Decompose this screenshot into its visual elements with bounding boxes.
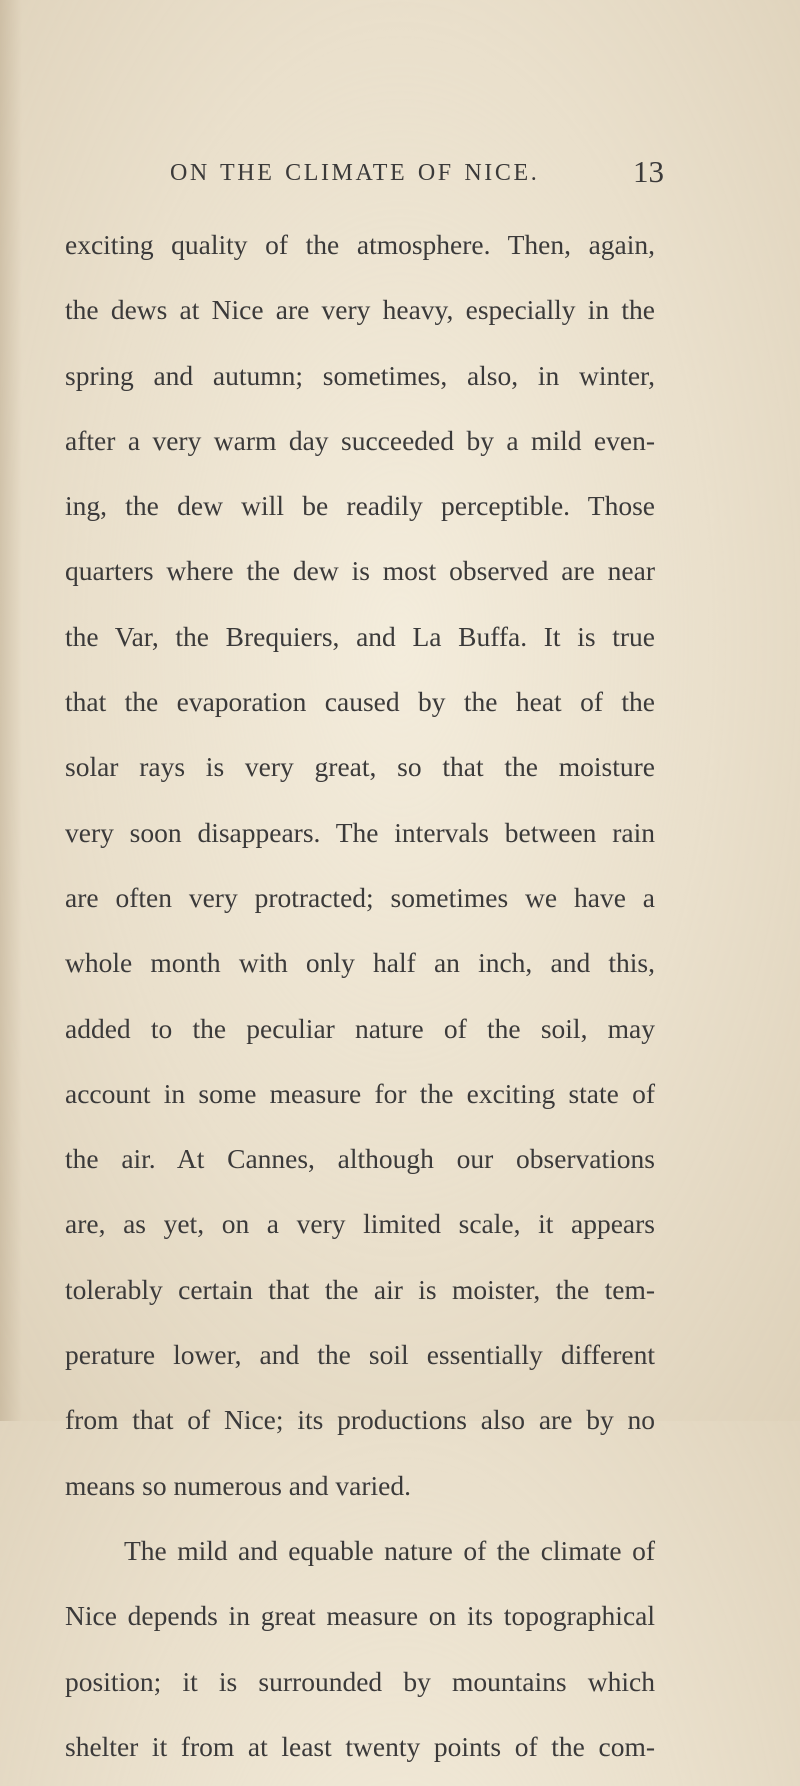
- text-line: quarters where the dew is most observed are near: [65, 555, 655, 587]
- text-line: Nice depends in great measure on its topographical: [65, 1600, 655, 1632]
- text-line: are, as yet, on a very limited scale, it appears: [65, 1208, 655, 1240]
- text-line: shelter it from at least twenty points of the com-: [65, 1730, 655, 1762]
- paragraph-end-line: means so numerous and varied.: [65, 1469, 411, 1501]
- text-line: from that of Nice; its productions also are by no: [65, 1404, 655, 1436]
- text-line: the Var, the Brequiers, and La Buffa. It is true: [65, 620, 655, 652]
- text-line: that the evaporation caused by the heat of the: [65, 686, 655, 718]
- text-line: spring and autumn; sometimes, also, in winter,: [65, 359, 655, 391]
- text-line: perature lower, and the soil essentially different: [65, 1339, 655, 1371]
- text-line: position; it is surrounded by mountains which: [65, 1665, 655, 1697]
- text-line: whole month with only half an inch, and this,: [65, 947, 655, 979]
- text-line: exciting quality of the atmosphere. Then, again,: [65, 229, 655, 260]
- text-line: after a very warm day succeeded by a mild even-: [65, 424, 655, 456]
- running-head: [170, 154, 664, 194]
- text-line: tolerably certain that the air is moister, the tem-: [65, 1273, 655, 1305]
- text-line: are often very protracted; sometimes we have a: [65, 881, 655, 913]
- running-title: ON THE CLIMATE OF NICE.: [170, 160, 540, 186]
- paragraph-start-line: The mild and equable nature of the climate of: [124, 1534, 655, 1566]
- text-line: solar rays is very great, so that the moisture: [65, 751, 655, 783]
- page-number: 13: [633, 154, 664, 189]
- text-line: the air. At Cannes, although our observations: [65, 1143, 655, 1175]
- text-line: the dews at Nice are very heavy, especially in the: [65, 294, 655, 326]
- body-text: [65, 219, 655, 1786]
- page-edge-shadow: [0, 0, 22, 1421]
- text-line: added to the peculiar nature of the soil, may: [65, 1012, 655, 1044]
- text-line: account in some measure for the exciting state of: [65, 1077, 655, 1109]
- text-line: ing, the dew will be readily perceptible. Those: [65, 490, 655, 522]
- text-line: very soon disappears. The intervals between rain: [65, 816, 655, 848]
